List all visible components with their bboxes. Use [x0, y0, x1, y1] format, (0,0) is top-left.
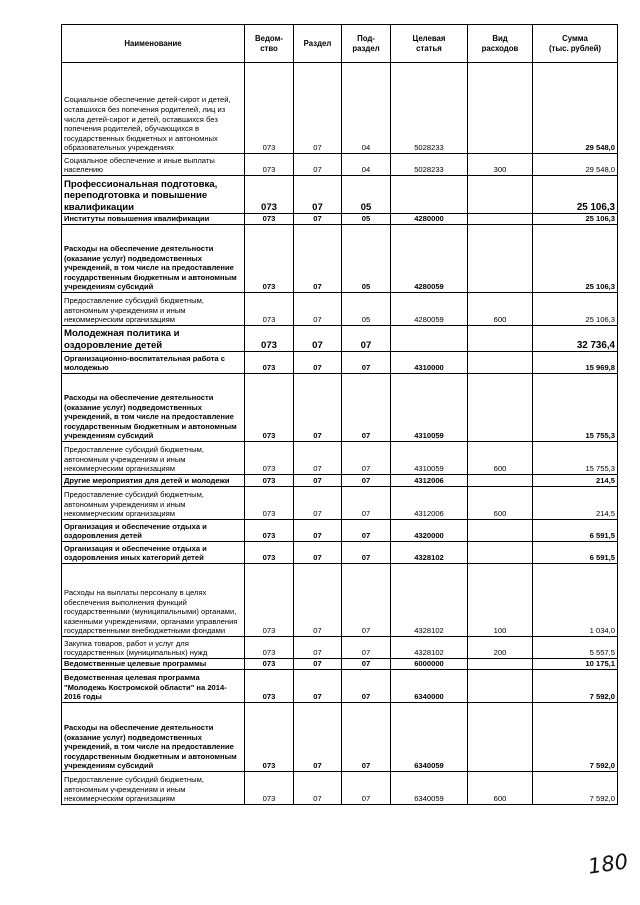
header-section: Раздел — [294, 25, 342, 63]
header-sum: Сумма (тыс. рублей) — [533, 25, 618, 63]
cell-section: 07 — [294, 176, 342, 214]
cell-sum: 214,5 — [533, 475, 618, 487]
cell-exptype — [468, 63, 533, 154]
cell-name: Профессиональная подготовка, переподготовка и повышение квалификации — [62, 176, 245, 214]
cell-section: 07 — [294, 442, 342, 475]
cell-sum: 25 106,3 — [533, 214, 618, 225]
cell-section: 07 — [294, 154, 342, 176]
cell-name: Предоставление субсидий бюджетным, автономным учреждениям и иным некоммерческим организациям — [62, 442, 245, 475]
cell-target — [391, 326, 468, 352]
cell-section: 07 — [294, 326, 342, 352]
cell-sum: 6 591,5 — [533, 542, 618, 564]
cell-target: 6340000 — [391, 670, 468, 703]
cell-section: 07 — [294, 352, 342, 374]
cell-sum: 32 736,4 — [533, 326, 618, 352]
cell-subsection: 07 — [342, 772, 391, 805]
cell-target: 4310059 — [391, 374, 468, 442]
cell-exptype: 600 — [468, 442, 533, 475]
cell-subsection: 05 — [342, 293, 391, 326]
cell-exptype — [468, 374, 533, 442]
cell-dept: 073 — [245, 352, 294, 374]
cell-exptype — [468, 352, 533, 374]
cell-target: 5028233 — [391, 154, 468, 176]
cell-name: Институты повышения квалификации — [62, 214, 245, 225]
cell-sum: 7 592,0 — [533, 703, 618, 772]
cell-target: 6340059 — [391, 703, 468, 772]
cell-dept: 073 — [245, 176, 294, 214]
budget-table — [61, 24, 618, 805]
table-row — [62, 703, 618, 772]
cell-sum: 15 969,8 — [533, 352, 618, 374]
cell-name: Предоставление субсидий бюджетным, автономным учреждениям и иным некоммерческим организациям — [62, 293, 245, 326]
cell-subsection: 07 — [342, 374, 391, 442]
cell-dept: 073 — [245, 63, 294, 154]
table-row — [62, 225, 618, 293]
cell-section: 07 — [294, 637, 342, 659]
header-name: Наименование — [62, 25, 245, 63]
cell-dept: 073 — [245, 442, 294, 475]
cell-exptype — [468, 225, 533, 293]
cell-name: Организация и обеспечение отдыха и оздоровления иных категорий детей — [62, 542, 245, 564]
cell-subsection: 07 — [342, 670, 391, 703]
cell-subsection: 07 — [342, 520, 391, 542]
cell-dept: 073 — [245, 326, 294, 352]
cell-subsection: 05 — [342, 214, 391, 225]
table-row — [62, 564, 618, 637]
cell-exptype — [468, 542, 533, 564]
cell-sum: 214,5 — [533, 487, 618, 520]
table-row — [62, 326, 618, 352]
cell-dept: 073 — [245, 542, 294, 564]
cell-sum: 25 106,3 — [533, 225, 618, 293]
cell-target: 4310000 — [391, 352, 468, 374]
header-exptype: Вид расходов — [468, 25, 533, 63]
cell-section: 07 — [294, 293, 342, 326]
cell-sum: 1 034,0 — [533, 564, 618, 637]
header-dept: Ведом- ство — [245, 25, 294, 63]
cell-target: 4312006 — [391, 487, 468, 520]
cell-section: 07 — [294, 374, 342, 442]
cell-name: Другие мероприятия для детей и молодежи — [62, 475, 245, 487]
cell-sum: 25 106,3 — [533, 176, 618, 214]
cell-sum: 15 755,3 — [533, 442, 618, 475]
cell-name: Организация и обеспечение отдыха и оздоровления детей — [62, 520, 245, 542]
cell-exptype — [468, 176, 533, 214]
cell-subsection: 07 — [342, 542, 391, 564]
header-target: Целевая статья — [391, 25, 468, 63]
cell-target: 4328102 — [391, 637, 468, 659]
header-row — [62, 25, 618, 63]
cell-exptype: 600 — [468, 772, 533, 805]
cell-dept: 073 — [245, 659, 294, 670]
cell-subsection: 04 — [342, 63, 391, 154]
table-row — [62, 154, 618, 176]
cell-sum: 29 548,0 — [533, 154, 618, 176]
cell-target: 4320000 — [391, 520, 468, 542]
cell-dept: 073 — [245, 487, 294, 520]
cell-name: Молодежная политика и оздоровление детей — [62, 326, 245, 352]
cell-name: Расходы на обеспечение деятельности (оказание услуг) подведомственных учреждений, в том числе на предоставление государственным бюджетным и автономным учреждениям субсидий — [62, 703, 245, 772]
table-row — [62, 542, 618, 564]
cell-target: 6000000 — [391, 659, 468, 670]
cell-exptype — [468, 214, 533, 225]
cell-sum: 6 591,5 — [533, 520, 618, 542]
cell-subsection: 04 — [342, 154, 391, 176]
cell-section: 07 — [294, 214, 342, 225]
cell-exptype — [468, 475, 533, 487]
cell-target: 4328102 — [391, 564, 468, 637]
header-subsection: Под- раздел — [342, 25, 391, 63]
cell-sum: 15 755,3 — [533, 374, 618, 442]
cell-subsection: 07 — [342, 326, 391, 352]
cell-dept: 073 — [245, 475, 294, 487]
table-row — [62, 352, 618, 374]
cell-target: 4312006 — [391, 475, 468, 487]
cell-exptype: 300 — [468, 154, 533, 176]
table-row — [62, 520, 618, 542]
table-row — [62, 442, 618, 475]
cell-subsection: 07 — [342, 703, 391, 772]
table-row — [62, 63, 618, 154]
cell-subsection: 05 — [342, 225, 391, 293]
cell-subsection: 07 — [342, 475, 391, 487]
cell-exptype: 600 — [468, 487, 533, 520]
cell-subsection: 07 — [342, 637, 391, 659]
cell-sum: 25 106,3 — [533, 293, 618, 326]
cell-name: Закупка товаров, работ и услуг для государственных (муниципальных) нужд — [62, 637, 245, 659]
cell-subsection: 07 — [342, 352, 391, 374]
cell-subsection: 07 — [342, 442, 391, 475]
cell-dept: 073 — [245, 637, 294, 659]
cell-target: 4310059 — [391, 442, 468, 475]
cell-name: Ведомственная целевая программа "Молодежь Костромской области" на 2014-2016 годы — [62, 670, 245, 703]
cell-section: 07 — [294, 475, 342, 487]
table-row — [62, 637, 618, 659]
cell-section: 07 — [294, 487, 342, 520]
cell-subsection: 07 — [342, 659, 391, 670]
cell-dept: 073 — [245, 225, 294, 293]
cell-section: 07 — [294, 703, 342, 772]
cell-target: 5028233 — [391, 63, 468, 154]
cell-exptype: 100 — [468, 564, 533, 637]
cell-subsection: 07 — [342, 564, 391, 637]
cell-section: 07 — [294, 542, 342, 564]
cell-dept: 073 — [245, 293, 294, 326]
table-row — [62, 374, 618, 442]
table-row — [62, 659, 618, 670]
cell-sum: 10 175,1 — [533, 659, 618, 670]
cell-dept: 073 — [245, 374, 294, 442]
cell-sum: 5 557,5 — [533, 637, 618, 659]
cell-name: Социальное обеспечение детей-сирот и детей, оставшихся без попечения родителей, лиц из числа детей-сирот и детей, оставшихся без попечения родителей, обучающихся в государственных бюджетных и автономных образовательных учреждениях — [62, 63, 245, 154]
cell-name: Ведомственные целевые программы — [62, 659, 245, 670]
cell-exptype: 600 — [468, 293, 533, 326]
cell-exptype — [468, 703, 533, 772]
table-row — [62, 487, 618, 520]
cell-exptype — [468, 520, 533, 542]
cell-dept: 073 — [245, 214, 294, 225]
cell-name: Предоставление субсидий бюджетным, автономным учреждениям и иным некоммерческим организациям — [62, 772, 245, 805]
cell-name: Расходы на обеспечение деятельности (оказание услуг) подведомственных учреждений, в том числе на предоставление государственным бюджетным и автономным учреждениям субсидий — [62, 374, 245, 442]
cell-target: 4280059 — [391, 225, 468, 293]
cell-sum: 7 592,0 — [533, 670, 618, 703]
table-row — [62, 293, 618, 326]
table-row — [62, 772, 618, 805]
cell-dept: 073 — [245, 670, 294, 703]
cell-target — [391, 176, 468, 214]
cell-name: Расходы на обеспечение деятельности (оказание услуг) подведомственных учреждений, в том числе на предоставление государственным бюджетным и автономным учреждениям субсидий — [62, 225, 245, 293]
cell-exptype — [468, 659, 533, 670]
cell-dept: 073 — [245, 772, 294, 805]
cell-section: 07 — [294, 670, 342, 703]
cell-exptype: 200 — [468, 637, 533, 659]
cell-name: Предоставление субсидий бюджетным, автономным учреждениям и иным некоммерческим организациям — [62, 487, 245, 520]
cell-name: Организационно-воспитательная работа с молодежью — [62, 352, 245, 374]
cell-dept: 073 — [245, 154, 294, 176]
cell-section: 07 — [294, 772, 342, 805]
cell-target: 6340059 — [391, 772, 468, 805]
table-row — [62, 214, 618, 225]
table-row — [62, 475, 618, 487]
table-row — [62, 670, 618, 703]
cell-section: 07 — [294, 564, 342, 637]
cell-subsection: 07 — [342, 487, 391, 520]
cell-dept: 073 — [245, 703, 294, 772]
cell-target: 4280059 — [391, 293, 468, 326]
cell-target: 4280000 — [391, 214, 468, 225]
cell-section: 07 — [294, 225, 342, 293]
cell-exptype — [468, 670, 533, 703]
cell-dept: 073 — [245, 520, 294, 542]
cell-dept: 073 — [245, 564, 294, 637]
page-number: 180 — [586, 849, 630, 879]
cell-target: 4328102 — [391, 542, 468, 564]
cell-sum: 7 592,0 — [533, 772, 618, 805]
cell-subsection: 05 — [342, 176, 391, 214]
cell-section: 07 — [294, 520, 342, 542]
cell-sum: 29 548,0 — [533, 63, 618, 154]
table-row — [62, 176, 618, 214]
cell-name: Расходы на выплаты персоналу в целях обеспечения выполнения функций государственными (муниципальными) органами, казенными учреждениями, органами управления государственными внебюджетными фондами — [62, 564, 245, 637]
cell-exptype — [468, 326, 533, 352]
cell-section: 07 — [294, 659, 342, 670]
cell-section: 07 — [294, 63, 342, 154]
cell-name: Социальное обеспечение и иные выплаты населению — [62, 154, 245, 176]
